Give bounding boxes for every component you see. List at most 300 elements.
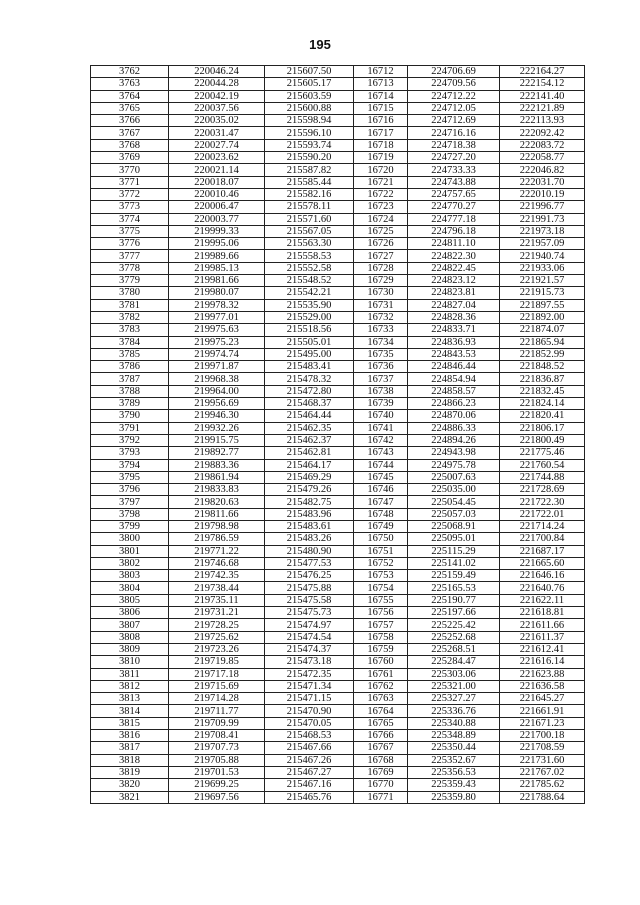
y-coordinate-cell: 215475.58 (265, 594, 354, 606)
table-row (91, 373, 585, 385)
y-coordinate-2-cell: 221897.55 (500, 299, 585, 311)
y-coordinate-2-cell: 222010.19 (500, 188, 585, 200)
y-coordinate-2-cell: 221611.66 (500, 619, 585, 631)
y-coordinate-cell: 215479.26 (265, 484, 354, 496)
point-number-cell: 3775 (91, 225, 169, 237)
x-coordinate-2-cell: 225303.06 (408, 668, 500, 680)
x-coordinate-2-cell: 224828.36 (408, 311, 500, 323)
table-row (91, 656, 585, 668)
table-row (91, 607, 585, 619)
x-coordinate-2-cell: 225336.76 (408, 705, 500, 717)
x-coordinate-2-cell: 224706.69 (408, 66, 500, 78)
x-coordinate-cell: 220042.19 (169, 90, 265, 102)
table-row (91, 619, 585, 631)
x-coordinate-cell: 219861.94 (169, 471, 265, 483)
x-coordinate-2-cell: 224718.38 (408, 139, 500, 151)
y-coordinate-cell: 215552.58 (265, 262, 354, 274)
y-coordinate-cell: 215529.00 (265, 311, 354, 323)
point-number-2-cell: 16714 (354, 90, 408, 102)
table-row (91, 594, 585, 606)
table-row (91, 557, 585, 569)
point-number-2-cell: 16737 (354, 373, 408, 385)
point-number-cell: 3794 (91, 459, 169, 471)
x-coordinate-cell: 219725.62 (169, 631, 265, 643)
y-coordinate-cell: 215483.61 (265, 520, 354, 532)
coordinate-table-body (91, 66, 585, 804)
table-row (91, 225, 585, 237)
y-coordinate-2-cell: 221933.06 (500, 262, 585, 274)
point-number-cell: 3817 (91, 742, 169, 754)
point-number-cell: 3812 (91, 680, 169, 692)
x-coordinate-cell: 219915.75 (169, 434, 265, 446)
y-coordinate-2-cell: 221640.76 (500, 582, 585, 594)
x-coordinate-cell: 219999.33 (169, 225, 265, 237)
x-coordinate-2-cell: 225035.00 (408, 484, 500, 496)
y-coordinate-2-cell: 221722.01 (500, 508, 585, 520)
y-coordinate-cell: 215542.21 (265, 287, 354, 299)
point-number-cell: 3806 (91, 607, 169, 619)
point-number-2-cell: 16731 (354, 299, 408, 311)
table-row (91, 484, 585, 496)
point-number-2-cell: 16746 (354, 484, 408, 496)
x-coordinate-cell: 220003.77 (169, 213, 265, 225)
x-coordinate-cell: 219971.87 (169, 361, 265, 373)
y-coordinate-cell: 215535.90 (265, 299, 354, 311)
point-number-2-cell: 16717 (354, 127, 408, 139)
point-number-2-cell: 16769 (354, 766, 408, 778)
y-coordinate-cell: 215469.29 (265, 471, 354, 483)
x-coordinate-cell: 219711.77 (169, 705, 265, 717)
y-coordinate-2-cell: 221775.46 (500, 447, 585, 459)
y-coordinate-cell: 215464.17 (265, 459, 354, 471)
table-row (91, 262, 585, 274)
x-coordinate-cell: 219977.01 (169, 311, 265, 323)
x-coordinate-2-cell: 224712.22 (408, 90, 500, 102)
point-number-2-cell: 16744 (354, 459, 408, 471)
x-coordinate-2-cell: 225007.63 (408, 471, 500, 483)
point-number-2-cell: 16743 (354, 447, 408, 459)
point-number-cell: 3816 (91, 730, 169, 742)
point-number-2-cell: 16764 (354, 705, 408, 717)
point-number-cell: 3781 (91, 299, 169, 311)
table-row (91, 299, 585, 311)
table-row (91, 348, 585, 360)
x-coordinate-cell: 219975.63 (169, 324, 265, 336)
x-coordinate-cell: 220027.74 (169, 139, 265, 151)
y-coordinate-cell: 215474.97 (265, 619, 354, 631)
point-number-2-cell: 16770 (354, 779, 408, 791)
coordinate-table (90, 65, 585, 804)
point-number-2-cell: 16754 (354, 582, 408, 594)
point-number-2-cell: 16733 (354, 324, 408, 336)
table-row (91, 779, 585, 791)
y-coordinate-cell: 215478.32 (265, 373, 354, 385)
y-coordinate-cell: 215477.53 (265, 557, 354, 569)
point-number-2-cell: 16759 (354, 643, 408, 655)
y-coordinate-2-cell: 222092.42 (500, 127, 585, 139)
y-coordinate-2-cell: 221611.37 (500, 631, 585, 643)
x-coordinate-2-cell: 224854.94 (408, 373, 500, 385)
point-number-cell: 3788 (91, 385, 169, 397)
point-number-2-cell: 16712 (354, 66, 408, 78)
y-coordinate-2-cell: 221800.49 (500, 434, 585, 446)
table-row (91, 398, 585, 410)
y-coordinate-2-cell: 221915.73 (500, 287, 585, 299)
x-coordinate-cell: 219956.69 (169, 398, 265, 410)
table-row (91, 361, 585, 373)
y-coordinate-2-cell: 221940.74 (500, 250, 585, 262)
y-coordinate-cell: 215473.18 (265, 656, 354, 668)
point-number-cell: 3777 (91, 250, 169, 262)
y-coordinate-2-cell: 221612.41 (500, 643, 585, 655)
x-coordinate-cell: 219709.99 (169, 717, 265, 729)
y-coordinate-2-cell: 221645.27 (500, 693, 585, 705)
x-coordinate-2-cell: 224733.33 (408, 164, 500, 176)
x-coordinate-cell: 219975.23 (169, 336, 265, 348)
x-coordinate-2-cell: 224823.81 (408, 287, 500, 299)
table-row (91, 766, 585, 778)
table-row (91, 570, 585, 582)
point-number-cell: 3800 (91, 533, 169, 545)
y-coordinate-cell: 215483.26 (265, 533, 354, 545)
point-number-2-cell: 16762 (354, 680, 408, 692)
x-coordinate-cell: 219746.68 (169, 557, 265, 569)
point-number-cell: 3793 (91, 447, 169, 459)
point-number-2-cell: 16757 (354, 619, 408, 631)
table-row (91, 250, 585, 262)
y-coordinate-2-cell: 221824.14 (500, 398, 585, 410)
point-number-cell: 3797 (91, 496, 169, 508)
point-number-cell: 3821 (91, 791, 169, 803)
x-coordinate-cell: 219892.77 (169, 447, 265, 459)
table-row (91, 730, 585, 742)
y-coordinate-cell: 215605.17 (265, 78, 354, 90)
y-coordinate-cell: 215462.37 (265, 434, 354, 446)
y-coordinate-cell: 215467.66 (265, 742, 354, 754)
point-number-2-cell: 16749 (354, 520, 408, 532)
x-coordinate-2-cell: 224727.20 (408, 152, 500, 164)
point-number-cell: 3769 (91, 152, 169, 164)
point-number-2-cell: 16748 (354, 508, 408, 520)
y-coordinate-2-cell: 221848.52 (500, 361, 585, 373)
y-coordinate-2-cell: 221852.99 (500, 348, 585, 360)
point-number-cell: 3798 (91, 508, 169, 520)
x-coordinate-cell: 219742.35 (169, 570, 265, 582)
x-coordinate-cell: 219771.22 (169, 545, 265, 557)
table-row (91, 275, 585, 287)
point-number-cell: 3810 (91, 656, 169, 668)
x-coordinate-cell: 219714.28 (169, 693, 265, 705)
x-coordinate-2-cell: 224770.27 (408, 201, 500, 213)
point-number-2-cell: 16718 (354, 139, 408, 151)
table-row (91, 115, 585, 127)
table-row (91, 791, 585, 803)
point-number-2-cell: 16755 (354, 594, 408, 606)
table-row (91, 287, 585, 299)
x-coordinate-2-cell: 224866.23 (408, 398, 500, 410)
x-coordinate-2-cell: 225356.53 (408, 766, 500, 778)
y-coordinate-2-cell: 221760.54 (500, 459, 585, 471)
table-row (91, 139, 585, 151)
y-coordinate-2-cell: 221665.60 (500, 557, 585, 569)
point-number-cell: 3778 (91, 262, 169, 274)
x-coordinate-2-cell: 225068.91 (408, 520, 500, 532)
x-coordinate-cell: 219989.66 (169, 250, 265, 262)
x-coordinate-2-cell: 224870.06 (408, 410, 500, 422)
x-coordinate-2-cell: 225352.67 (408, 754, 500, 766)
point-number-2-cell: 16720 (354, 164, 408, 176)
x-coordinate-2-cell: 225054.45 (408, 496, 500, 508)
x-coordinate-cell: 219833.83 (169, 484, 265, 496)
x-coordinate-cell: 219798.98 (169, 520, 265, 532)
y-coordinate-cell: 215587.82 (265, 164, 354, 176)
table-row (91, 238, 585, 250)
x-coordinate-2-cell: 224777.18 (408, 213, 500, 225)
x-coordinate-2-cell: 224858.57 (408, 385, 500, 397)
point-number-2-cell: 16716 (354, 115, 408, 127)
point-number-2-cell: 16724 (354, 213, 408, 225)
point-number-cell: 3779 (91, 275, 169, 287)
y-coordinate-2-cell: 222121.89 (500, 102, 585, 114)
x-coordinate-2-cell: 224975.78 (408, 459, 500, 471)
x-coordinate-2-cell: 224827.04 (408, 299, 500, 311)
point-number-cell: 3767 (91, 127, 169, 139)
table-row (91, 496, 585, 508)
y-coordinate-cell: 215596.10 (265, 127, 354, 139)
x-coordinate-cell: 219995.06 (169, 238, 265, 250)
x-coordinate-2-cell: 225159.49 (408, 570, 500, 582)
point-number-cell: 3804 (91, 582, 169, 594)
table-row (91, 520, 585, 532)
y-coordinate-cell: 215600.88 (265, 102, 354, 114)
y-coordinate-cell: 215476.25 (265, 570, 354, 582)
point-number-2-cell: 16747 (354, 496, 408, 508)
y-coordinate-cell: 215472.80 (265, 385, 354, 397)
point-number-cell: 3815 (91, 717, 169, 729)
x-coordinate-2-cell: 224846.44 (408, 361, 500, 373)
point-number-cell: 3764 (91, 90, 169, 102)
x-coordinate-2-cell: 224811.10 (408, 238, 500, 250)
y-coordinate-cell: 215475.88 (265, 582, 354, 594)
y-coordinate-2-cell: 221865.94 (500, 336, 585, 348)
x-coordinate-cell: 220035.02 (169, 115, 265, 127)
table-row (91, 385, 585, 397)
y-coordinate-2-cell: 221785.62 (500, 779, 585, 791)
x-coordinate-cell: 219985.13 (169, 262, 265, 274)
point-number-cell: 3768 (91, 139, 169, 151)
point-number-2-cell: 16753 (354, 570, 408, 582)
y-coordinate-2-cell: 221616.14 (500, 656, 585, 668)
y-coordinate-cell: 215471.34 (265, 680, 354, 692)
x-coordinate-cell: 219723.26 (169, 643, 265, 655)
y-coordinate-cell: 215475.73 (265, 607, 354, 619)
y-coordinate-cell: 215607.50 (265, 66, 354, 78)
point-number-2-cell: 16722 (354, 188, 408, 200)
x-coordinate-2-cell: 225340.88 (408, 717, 500, 729)
x-coordinate-cell: 220044.28 (169, 78, 265, 90)
x-coordinate-cell: 220018.07 (169, 176, 265, 188)
y-coordinate-cell: 215464.44 (265, 410, 354, 422)
y-coordinate-2-cell: 221892.00 (500, 311, 585, 323)
x-coordinate-2-cell: 224712.69 (408, 115, 500, 127)
x-coordinate-cell: 219968.38 (169, 373, 265, 385)
table-row (91, 643, 585, 655)
point-number-2-cell: 16715 (354, 102, 408, 114)
y-coordinate-cell: 215462.81 (265, 447, 354, 459)
point-number-2-cell: 16713 (354, 78, 408, 90)
table-row (91, 693, 585, 705)
y-coordinate-2-cell: 222046.82 (500, 164, 585, 176)
y-coordinate-2-cell: 221671.23 (500, 717, 585, 729)
y-coordinate-cell: 215483.41 (265, 361, 354, 373)
x-coordinate-cell: 219731.21 (169, 607, 265, 619)
x-coordinate-2-cell: 225197.66 (408, 607, 500, 619)
point-number-cell: 3785 (91, 348, 169, 360)
point-number-2-cell: 16729 (354, 275, 408, 287)
point-number-cell: 3762 (91, 66, 169, 78)
y-coordinate-2-cell: 221744.88 (500, 471, 585, 483)
x-coordinate-2-cell: 224823.12 (408, 275, 500, 287)
x-coordinate-2-cell: 224836.93 (408, 336, 500, 348)
y-coordinate-cell: 215467.16 (265, 779, 354, 791)
x-coordinate-cell: 219978.32 (169, 299, 265, 311)
point-number-2-cell: 16768 (354, 754, 408, 766)
table-row (91, 447, 585, 459)
x-coordinate-cell: 220046.24 (169, 66, 265, 78)
table-row (91, 705, 585, 717)
y-coordinate-cell: 215505.01 (265, 336, 354, 348)
point-number-cell: 3790 (91, 410, 169, 422)
point-number-2-cell: 16750 (354, 533, 408, 545)
y-coordinate-cell: 215495.00 (265, 348, 354, 360)
table-row (91, 754, 585, 766)
point-number-cell: 3809 (91, 643, 169, 655)
point-number-cell: 3786 (91, 361, 169, 373)
x-coordinate-cell: 219701.53 (169, 766, 265, 778)
point-number-cell: 3803 (91, 570, 169, 582)
y-coordinate-2-cell: 221661.91 (500, 705, 585, 717)
table-row (91, 336, 585, 348)
y-coordinate-cell: 215582.16 (265, 188, 354, 200)
point-number-cell: 3771 (91, 176, 169, 188)
point-number-2-cell: 16767 (354, 742, 408, 754)
y-coordinate-cell: 215465.76 (265, 791, 354, 803)
y-coordinate-cell: 215571.60 (265, 213, 354, 225)
y-coordinate-2-cell: 221788.64 (500, 791, 585, 803)
table-row (91, 422, 585, 434)
y-coordinate-2-cell: 221636.58 (500, 680, 585, 692)
point-number-2-cell: 16725 (354, 225, 408, 237)
point-number-2-cell: 16751 (354, 545, 408, 557)
point-number-cell: 3818 (91, 754, 169, 766)
x-coordinate-cell: 219883.36 (169, 459, 265, 471)
x-coordinate-cell: 219980.07 (169, 287, 265, 299)
x-coordinate-cell: 220021.14 (169, 164, 265, 176)
y-coordinate-2-cell: 221921.57 (500, 275, 585, 287)
y-coordinate-cell: 215598.94 (265, 115, 354, 127)
y-coordinate-2-cell: 221874.07 (500, 324, 585, 336)
table-row (91, 459, 585, 471)
x-coordinate-cell: 219715.69 (169, 680, 265, 692)
table-row (91, 90, 585, 102)
x-coordinate-2-cell: 225268.51 (408, 643, 500, 655)
table-row (91, 311, 585, 323)
x-coordinate-cell: 219735.11 (169, 594, 265, 606)
point-number-2-cell: 16763 (354, 693, 408, 705)
point-number-cell: 3789 (91, 398, 169, 410)
y-coordinate-2-cell: 221731.60 (500, 754, 585, 766)
x-coordinate-2-cell: 224894.26 (408, 434, 500, 446)
y-coordinate-cell: 215470.90 (265, 705, 354, 717)
x-coordinate-cell: 220010.46 (169, 188, 265, 200)
y-coordinate-cell: 215482.75 (265, 496, 354, 508)
point-number-2-cell: 16734 (354, 336, 408, 348)
table-row (91, 127, 585, 139)
point-number-cell: 3772 (91, 188, 169, 200)
x-coordinate-2-cell: 224712.05 (408, 102, 500, 114)
y-coordinate-2-cell: 221767.02 (500, 766, 585, 778)
point-number-2-cell: 16736 (354, 361, 408, 373)
point-number-cell: 3765 (91, 102, 169, 114)
x-coordinate-cell: 220023.62 (169, 152, 265, 164)
x-coordinate-2-cell: 225359.43 (408, 779, 500, 791)
y-coordinate-cell: 215474.54 (265, 631, 354, 643)
page-number: 195 (309, 37, 331, 52)
x-coordinate-2-cell: 225141.02 (408, 557, 500, 569)
point-number-cell: 3801 (91, 545, 169, 557)
y-coordinate-cell: 215578.11 (265, 201, 354, 213)
x-coordinate-2-cell: 225321.00 (408, 680, 500, 692)
x-coordinate-2-cell: 225350.44 (408, 742, 500, 754)
point-number-cell: 3773 (91, 201, 169, 213)
table-row (91, 213, 585, 225)
y-coordinate-cell: 215590.20 (265, 152, 354, 164)
point-number-2-cell: 16745 (354, 471, 408, 483)
y-coordinate-2-cell: 221646.16 (500, 570, 585, 582)
point-number-2-cell: 16761 (354, 668, 408, 680)
y-coordinate-2-cell: 221973.18 (500, 225, 585, 237)
y-coordinate-2-cell: 222154.12 (500, 78, 585, 90)
y-coordinate-2-cell: 222058.77 (500, 152, 585, 164)
y-coordinate-cell: 215468.37 (265, 398, 354, 410)
table-row (91, 152, 585, 164)
point-number-2-cell: 16756 (354, 607, 408, 619)
x-coordinate-cell: 219820.63 (169, 496, 265, 508)
x-coordinate-2-cell: 224943.98 (408, 447, 500, 459)
point-number-cell: 3791 (91, 422, 169, 434)
y-coordinate-2-cell: 221722.30 (500, 496, 585, 508)
y-coordinate-2-cell: 221623.88 (500, 668, 585, 680)
point-number-cell: 3780 (91, 287, 169, 299)
y-coordinate-cell: 215468.53 (265, 730, 354, 742)
x-coordinate-2-cell: 225190.77 (408, 594, 500, 606)
y-coordinate-cell: 215474.37 (265, 643, 354, 655)
x-coordinate-cell: 220006.47 (169, 201, 265, 213)
table-row (91, 66, 585, 78)
point-number-cell: 3782 (91, 311, 169, 323)
table-row (91, 631, 585, 643)
table-row (91, 582, 585, 594)
x-coordinate-cell: 219708.41 (169, 730, 265, 742)
y-coordinate-2-cell: 221687.17 (500, 545, 585, 557)
y-coordinate-2-cell: 221714.24 (500, 520, 585, 532)
y-coordinate-cell: 215593.74 (265, 139, 354, 151)
y-coordinate-2-cell: 221700.84 (500, 533, 585, 545)
x-coordinate-2-cell: 225057.03 (408, 508, 500, 520)
y-coordinate-2-cell: 221806.17 (500, 422, 585, 434)
table-row (91, 717, 585, 729)
x-coordinate-2-cell: 224822.45 (408, 262, 500, 274)
